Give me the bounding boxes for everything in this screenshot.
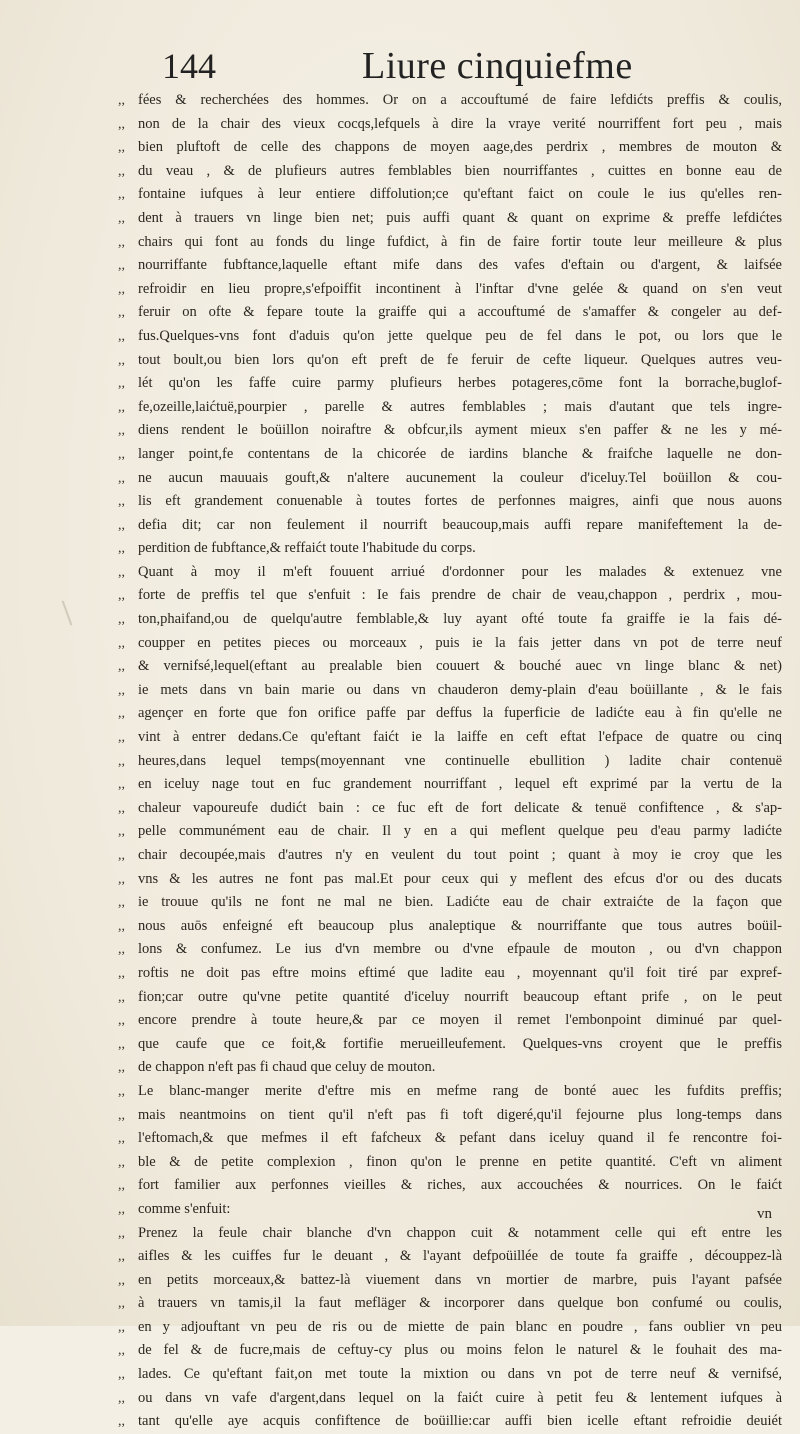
quotation-mark: ,, <box>118 777 125 793</box>
text-line <box>118 655 782 679</box>
quotation-mark: ,, <box>118 399 125 415</box>
text-line <box>118 514 782 538</box>
quotation-mark: ,, <box>118 1178 125 1194</box>
quotation-mark: ,, <box>118 1107 125 1123</box>
line-text: en y adjouftant vn peu de ris ou de miette de pain blanc en poudre , fans oublier vn peu <box>138 1318 782 1335</box>
quotation-mark: ,, <box>118 1367 125 1383</box>
quotation-mark: ,, <box>118 824 125 840</box>
line-text: heures,dans lequel temps(moyennant vne continuelle ebullition ) ladite chair contenuë <box>138 752 782 769</box>
text-line <box>118 443 782 467</box>
line-text: perdition de fubftance,& reffaićt toute l'habitude du corps. <box>138 540 476 557</box>
line-text: en iceluy nage tout en fuc grandement nourriffant , lequel eft exprimé par la vertu de la <box>138 776 782 793</box>
line-text: coupper en petites pieces ou morceaux , puis ie la fais jetter dans vn pot de terre neuf <box>138 634 782 651</box>
line-text: l'eftomach,& que mefmes il eft fafcheux & pefant dans iceluy quand il fe rencontre foi- <box>138 1130 782 1147</box>
quotation-mark: ,, <box>118 1343 125 1359</box>
line-text: aifles & les cuiffes fur le deuant , & l'ayant defpoüillée de toute fa graiffe , découppez-là <box>138 1248 782 1265</box>
quotation-mark: ,, <box>118 1154 125 1170</box>
line-text: roftis ne doit pas eftre moins eftimé que ladite eau , moyennant qu'il foit tiré par expref- <box>138 964 782 981</box>
quotation-mark: ,, <box>118 163 125 179</box>
line-text: non de la chair des vieux cocqs,lefquels à dire la vraye verité nourriffent fort peu , mais <box>138 115 782 132</box>
text-line <box>118 1269 782 1293</box>
line-text: ton,phaifand,ou de quelqu'autre femblable,& luy ayant ofté toute fa graiffe ie la fais dé- <box>138 611 782 628</box>
text-line <box>118 467 782 491</box>
line-text: vns & les autres ne font pas mal.Et pour ceux qui y meflent des efcus d'or ou des ducats <box>138 870 782 887</box>
line-text: pelle communément eau de chair. Il y en a qui meflent quelque peu d'eau parmy ladićte <box>138 823 782 840</box>
text-line <box>118 372 782 396</box>
quotation-mark: ,, <box>118 1013 125 1029</box>
line-text: dent à trauers vn linge bien net; puis auffi quant & quant on exprime & preffe lefdićtes <box>138 209 782 226</box>
quotation-mark: ,, <box>118 1319 125 1335</box>
text-line <box>118 1127 782 1151</box>
quotation-mark: ,, <box>118 140 125 156</box>
line-text: de fel & de fucre,mais de ceftuy-cy plus ou moins felon le naturel & le fouhait des ma- <box>138 1342 782 1359</box>
text-line <box>118 962 782 986</box>
quotation-mark: ,, <box>118 517 125 533</box>
text-line <box>118 419 782 443</box>
quotation-mark: ,, <box>118 1296 125 1312</box>
quotation-mark: ,, <box>118 942 125 958</box>
quotation-mark: ,, <box>118 1131 125 1147</box>
line-text: refroidir en lieu propre,s'efpoiffit incontinent à l'inftar d'vne gelée & quand on s'en veut <box>138 280 782 297</box>
text-line <box>118 608 782 632</box>
line-text: feruir on ofte & fepare toute la graiffe qui a accouftumé de s'amaffer & congeler au def- <box>138 304 782 321</box>
line-text: fort familier aux perfonnes vieilles & riches, aux accouchées & nourrices. On le faićt <box>138 1177 782 1194</box>
running-title: Liure cinquiefme <box>362 45 633 87</box>
line-text: agençer en forte que fon orifice paffe par deffus la fuperficie de ladićte eau à fin qu'elle ne <box>138 705 782 722</box>
line-text: encore prendre à toute heure,& par ce moyen il remet l'embonpoint diminué par quel- <box>138 1012 782 1029</box>
line-text: ie mets dans vn bain marie ou dans vn chauderon demy-plain d'eau boüillante , & le fais <box>138 681 782 698</box>
quotation-mark: ,, <box>118 588 125 604</box>
text-line <box>118 1410 782 1434</box>
quotation-mark: ,, <box>118 1201 125 1217</box>
quotation-mark: ,, <box>118 1225 125 1241</box>
text-line <box>118 231 782 255</box>
text-line <box>118 915 782 939</box>
quotation-mark: ,, <box>118 210 125 226</box>
line-text: fion;car outre qu'vne petite quantité d'iceluy nourrift beaucoup eftant prife , on le peut <box>138 988 782 1005</box>
quotation-mark: ,, <box>118 93 125 108</box>
text-line <box>118 325 782 349</box>
line-text: chaleur vapoureufe dudićt bain : ce fuc eft de fort delicate & tenuë confiftence , & s'ap- <box>138 799 782 816</box>
quotation-mark: ,, <box>118 1390 125 1406</box>
line-text: tant qu'elle aye acquis confiftence de boüillie:car auffi bien icelle eftant refroidie deuiét <box>138 1413 782 1430</box>
text-line <box>118 1339 782 1363</box>
line-text: fe,ozeille,laićtuë,pourpier , parelle & autres femblables ; mais d'autant que tels ingre- <box>138 398 782 415</box>
text-line <box>118 1151 782 1175</box>
line-text: defia dit; car non feulement il nourrift beaucoup,mais auffi repare manifeftement la de- <box>138 516 782 533</box>
text-line <box>118 254 782 278</box>
text-line <box>118 537 782 561</box>
line-text: Prenez la feule chair blanche d'vn chappon cuit & notamment celle qui eft entre les <box>138 1224 782 1241</box>
line-text: à trauers vn tamis,il la faut mefläger & incorporer dans quelque bon confumé ou coulis, <box>138 1295 782 1312</box>
quotation-mark: ,, <box>118 1083 125 1099</box>
line-text: forte de preffis tel que s'enfuit : Ie fais prendre de chair de veau,chappon , perdrix , mou- <box>138 587 782 604</box>
quotation-mark: ,, <box>118 1272 125 1288</box>
line-text: ie trouue qu'ils ne font ne mal ne bien. Ladićte eau de chair extraićte de la façon que <box>138 894 782 911</box>
text-line <box>118 820 782 844</box>
line-text: fées & recherchées des hommes. Or on a accouftumé de faire lefdićts preffis & coulis, <box>138 92 782 108</box>
quotation-mark: ,, <box>118 635 125 651</box>
quotation-mark: ,, <box>118 234 125 250</box>
line-text: diens rendent le boüillon noiraftre & obfcur,ils ayment mieux s'en paffer & ne les y mé- <box>138 422 782 439</box>
text-line <box>118 1056 782 1080</box>
quotation-mark: ,, <box>118 848 125 863</box>
body-text <box>118 89 782 1434</box>
quotation-mark: ,, <box>118 1414 125 1430</box>
text-line <box>118 1174 782 1198</box>
text-line <box>118 750 782 774</box>
line-text: ne aucun mauuais gouft,& n'altere aucunement la couleur d'iceluy.Tel boüillon & cou- <box>138 469 782 486</box>
quotation-mark: ,, <box>118 116 125 132</box>
line-text: chair decoupée,mais d'autres n'y en veulent du tout point ; quant à moy ie croy que les <box>138 847 782 863</box>
quotation-mark: ,, <box>118 352 125 368</box>
text-line <box>118 891 782 915</box>
text-line <box>118 349 782 373</box>
margin-mark <box>62 600 73 625</box>
line-text: vint à entrer dedans.Ce qu'eftant faićt ie la laiffe en ceft eftat l'efpace de quatre ou cinq <box>138 729 782 746</box>
line-text: de chappon n'eft pas fi chaud que celuy de mouton. <box>138 1059 436 1076</box>
line-text: nourriffante fubftance,laquelle eftant mife dans des vafes d'eftain ou d'argent, & laifsée <box>138 257 782 274</box>
text-line <box>118 868 782 892</box>
line-text: Le blanc-manger merite d'eftre mis en mefme rang de bonté auec les fufdits preffis; <box>138 1082 782 1099</box>
line-text: lades. Ce qu'eftant fait,on met toute la mixtion ou dans vn pot de terre neuf & vernifsé, <box>138 1366 782 1383</box>
text-line <box>118 1363 782 1387</box>
line-text: ou dans vn vafe d'argent,dans lequel on la faićt cuire à petit feu & lentement iufques à <box>138 1389 782 1406</box>
quotation-mark: ,, <box>118 753 125 769</box>
quotation-mark: ,, <box>118 328 125 344</box>
quotation-mark: ,, <box>118 258 125 274</box>
line-text: ble & de petite complexion , finon qu'on le prenne en petite quantité. C'eft vn aliment <box>138 1153 782 1170</box>
quotation-mark: ,, <box>118 800 125 816</box>
text-line <box>118 207 782 231</box>
quotation-mark: ,, <box>118 659 125 675</box>
text-line <box>118 1222 782 1246</box>
text-line <box>118 726 782 750</box>
text-line <box>118 278 782 302</box>
line-text: nous auōs enfeigné eft beaucoup plus analeptique & nourriffante que tous autres boüil- <box>138 917 782 934</box>
quotation-mark: ,, <box>118 989 125 1005</box>
page-header <box>0 44 800 88</box>
quotation-mark: ,, <box>118 730 125 746</box>
text-line <box>118 773 782 797</box>
quotation-mark: ,, <box>118 281 125 297</box>
line-text: comme s'enfuit: <box>138 1200 231 1217</box>
text-line <box>118 1245 782 1269</box>
text-line <box>118 702 782 726</box>
text-line <box>118 561 782 585</box>
text-line <box>118 1387 782 1411</box>
line-text: en petits morceaux,& battez-là viuement dans vn mortier de marbre, puis l'ayant pafsée <box>138 1271 782 1288</box>
quotation-mark: ,, <box>118 706 125 722</box>
text-line <box>118 89 782 113</box>
line-text: fus.Quelques-vns font d'aduis qu'on jette quelque peu de fel dans le pot, ou lors que le <box>138 327 782 344</box>
quotation-mark: ,, <box>118 541 125 557</box>
quotation-mark: ,, <box>118 965 125 981</box>
text-line <box>118 1292 782 1316</box>
text-line <box>118 584 782 608</box>
quotation-mark: ,, <box>118 305 125 321</box>
quotation-mark: ,, <box>118 1036 125 1052</box>
quotation-mark: ,, <box>118 612 125 628</box>
text-line <box>118 490 782 514</box>
line-text: du veau , & de plufieurs autres femblables bien nourriffantes , cuittes en bonne eau de <box>138 162 782 179</box>
line-text: lis eft grandement conuenable à toutes fortes de perfonnes maigres, ainfi que nous auons <box>138 493 782 510</box>
text-line <box>118 1009 782 1033</box>
quotation-mark: ,, <box>118 470 125 486</box>
line-text: Quant à moy il m'eft fouuent arriué d'ordonner pour les malades & extenuez vne <box>138 563 782 580</box>
text-line <box>118 160 782 184</box>
line-text: fontaine iufques à leur entiere diffolution;ce qu'eftant faict on coule le ius qu'elles ren- <box>138 186 782 203</box>
quotation-mark: ,, <box>118 871 125 887</box>
line-text: & vernifsé,lequel(eftant au prealable bien couuert & bouché auec vn linge blanc & net) <box>138 658 782 675</box>
text-line <box>118 396 782 420</box>
text-line <box>118 183 782 207</box>
line-text: lons & confumez. Le ius d'vn membre ou d'vne efpaule de mouton , ou d'vn chappon <box>138 941 782 958</box>
catchword: vn <box>757 1206 772 1222</box>
text-line <box>118 1316 782 1340</box>
text-line <box>118 679 782 703</box>
quotation-mark: ,, <box>118 895 125 911</box>
page-number: 144 <box>162 46 216 86</box>
quotation-mark: ,, <box>118 494 125 510</box>
text-line <box>118 1033 782 1057</box>
line-text: langer point,fe contentans de la chicorée de iardins blanche & fraifche laquelle ne don- <box>138 445 782 462</box>
text-line <box>118 986 782 1010</box>
quotation-mark: ,, <box>118 423 125 439</box>
line-text: chairs qui font au fonds du linge fufdict, à fin de faire fortir toute leur meilleure & plus <box>138 233 782 250</box>
quotation-mark: ,, <box>118 1060 125 1076</box>
quotation-mark: ,, <box>118 918 125 934</box>
text-line <box>118 1104 782 1128</box>
text-line <box>118 844 782 868</box>
text-line <box>118 938 782 962</box>
text-line <box>118 301 782 325</box>
line-text: tout boult,ou bien lors qu'on eft preft de fe feruir de cefte liqueur. Quelques autres veu- <box>138 351 782 368</box>
text-line <box>118 1198 782 1222</box>
line-text: lét qu'on les faffe cuire parmy plufieurs herbes potageres,cōme font la borrache,buglof- <box>138 375 782 392</box>
quotation-mark: ,, <box>118 1249 125 1265</box>
quotation-mark: ,, <box>118 564 125 580</box>
quotation-mark: ,, <box>118 446 125 462</box>
line-text: bien pluftoft de celle des chappons de moyen aage,des perdrix , membres de mouton & <box>138 139 782 156</box>
quotation-mark: ,, <box>118 682 125 698</box>
text-line <box>118 632 782 656</box>
line-text: mais neantmoins on tient qu'il n'eft pas fi toft digeré,qu'il fejourne plus long-temps dans <box>138 1106 782 1123</box>
quotation-mark: ,, <box>118 187 125 203</box>
quotation-mark: ,, <box>118 376 125 392</box>
text-line <box>118 136 782 160</box>
line-text: que caufe que ce foit,& fortifie merueilleufement. Quelques-vns croyent que le preffis <box>138 1035 782 1052</box>
text-line <box>118 1080 782 1104</box>
text-line <box>118 797 782 821</box>
text-line <box>118 113 782 137</box>
